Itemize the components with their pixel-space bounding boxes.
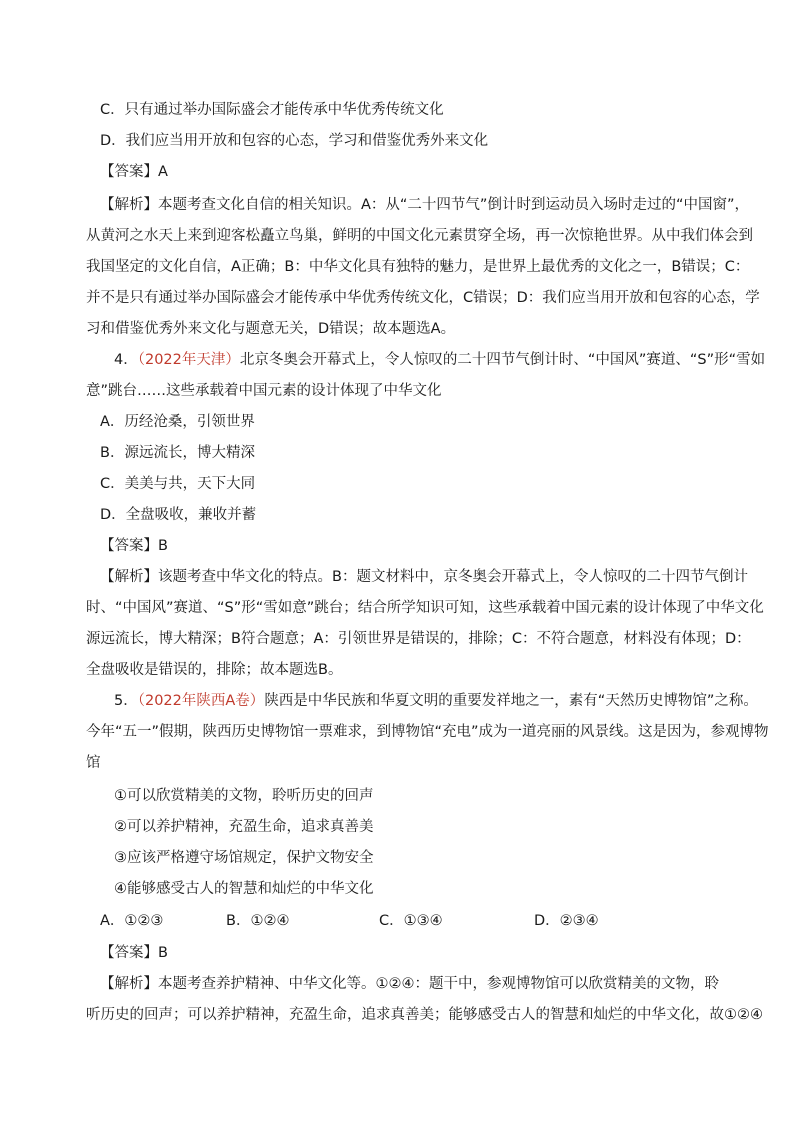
q4-stem-line-2: 意”跳台……这些承载着中国元素的设计体现了中华文化 (86, 383, 442, 399)
q4-stem-line-1 (114, 350, 765, 370)
question-source: （2022年天津） (137, 352, 240, 368)
q5-statement-4: ④能够感受古人的智慧和灿烂的中华文化 (114, 881, 374, 897)
q4-option-c: C．美美与共，天下大同 (100, 476, 256, 492)
q3-option-c: C．只有通过举办国际盛会才能传承中华优秀传统文化 (100, 102, 444, 118)
q3-analysis-line-4: 并不是只有通过举办国际盛会才能传承中华优秀传统文化，C错误；D：我们应当用开放和包容的心态，学 (86, 290, 760, 306)
q5-options-row (0, 911, 794, 931)
stem-text: 陕西是中华民族和华夏文明的重要发祥地之一，素有“天然历史博物馆”之称。 (264, 693, 758, 709)
q3-analysis-line-2: 从黄河之水天上来到迎客松矗立鸟巢，鲜明的中国文化元素贯穿全场，再一次惊艳世界。从中我们体会到 (86, 228, 753, 244)
analysis-text: 本题考查文化自信的相关知识。A：从“二十四节气”倒计时到运动员入场时走过的“中国窗”， (158, 197, 749, 213)
q5-analysis-line-1 (100, 974, 719, 994)
q3-analysis-line-5: 习和借鉴优秀外来文化与题意无关，D错误；故本题选A。 (86, 321, 456, 337)
question-number: 5． (114, 693, 138, 709)
q5-option-a: A．①②③ (100, 913, 164, 929)
q5-option-d: D．②③④ (534, 913, 599, 929)
question-number: 4． (114, 352, 138, 368)
q3-analysis-line-3: 我国坚定的文化自信，A正确；B：中华文化具有独特的魅力，是世界上最优秀的文化之一，B错误；C： (86, 259, 750, 275)
q5-option-b: B．①②④ (226, 913, 290, 929)
analysis-tag: 【解析】 (100, 976, 158, 992)
q4-answer (100, 536, 168, 556)
q5-statement-3: ③应该严格遵守场馆规定，保护文物安全 (114, 850, 374, 866)
answer-value: B (158, 538, 168, 554)
q3-option-d: D．我们应当用开放和包容的心态，学习和借鉴优秀外来文化 (100, 133, 489, 149)
answer-tag: 【答案】 (100, 164, 158, 180)
question-source: （2022年陕西A卷） (137, 693, 265, 709)
analysis-text: 该题考查中华文化的特点。B：题文材料中，京冬奥会开幕式上，令人惊叹的二十四节气倒计 (158, 569, 748, 585)
q3-answer (100, 162, 168, 182)
q5-option-c: C．①③④ (379, 913, 443, 929)
q5-statement-2: ②可以养护精神，充盈生命，追求真善美 (114, 819, 374, 835)
q4-option-a: A．历经沧桑，引领世界 (100, 414, 255, 430)
q5-stem-line-3: 馆 (86, 755, 101, 771)
q4-analysis-line-4: 全盘吸收是错误的，排除；故本题选B。 (86, 662, 343, 678)
q5-statement-1: ①可以欣赏精美的文物，聆听历史的回声 (114, 788, 374, 804)
q3-analysis-line-1 (100, 195, 749, 215)
q4-option-d: D．全盘吸收，兼收并蓄 (100, 507, 257, 523)
answer-tag: 【答案】 (100, 945, 158, 961)
stem-text: 北京冬奥会开幕式上，令人惊叹的二十四节气倒计时、“中国风”赛道、“S”形“雪如 (239, 352, 766, 368)
answer-value: B (158, 945, 168, 961)
answer-tag: 【答案】 (100, 538, 158, 554)
q4-analysis-line-3: 源远流长，博大精深；B符合题意；A：引领世界是错误的，排除；C：不符合题意，材料没有体现；D： (86, 631, 751, 647)
analysis-tag: 【解析】 (100, 197, 158, 213)
answer-value: A (158, 164, 168, 180)
q4-analysis-line-1 (100, 567, 748, 587)
q5-analysis-line-2: 听历史的回声；可以养护精神，充盈生命，追求真善美；能够感受古人的智慧和灿烂的中华文化，故①②④ (86, 1007, 763, 1023)
q5-stem-line-2: 今年“五一”假期，陕西历史博物馆一票难求，到博物馆“充电”成为一道亮丽的风景线。这是因为，参观博物 (86, 724, 769, 740)
analysis-text: 本题考查养护精神、中华文化等。①②④：题干中，参观博物馆可以欣赏精美的文物，聆 (158, 976, 719, 992)
analysis-tag: 【解析】 (100, 569, 158, 585)
q5-stem-line-1 (114, 691, 758, 711)
q5-answer (100, 943, 168, 963)
q4-option-b: B．源远流长，博大精深 (100, 445, 255, 461)
q4-analysis-line-2: 时、“中国风”赛道、“S”形“雪如意”跳台；结合所学知识可知，这些承载着中国元素的设计体现了中华文化 (86, 600, 764, 616)
